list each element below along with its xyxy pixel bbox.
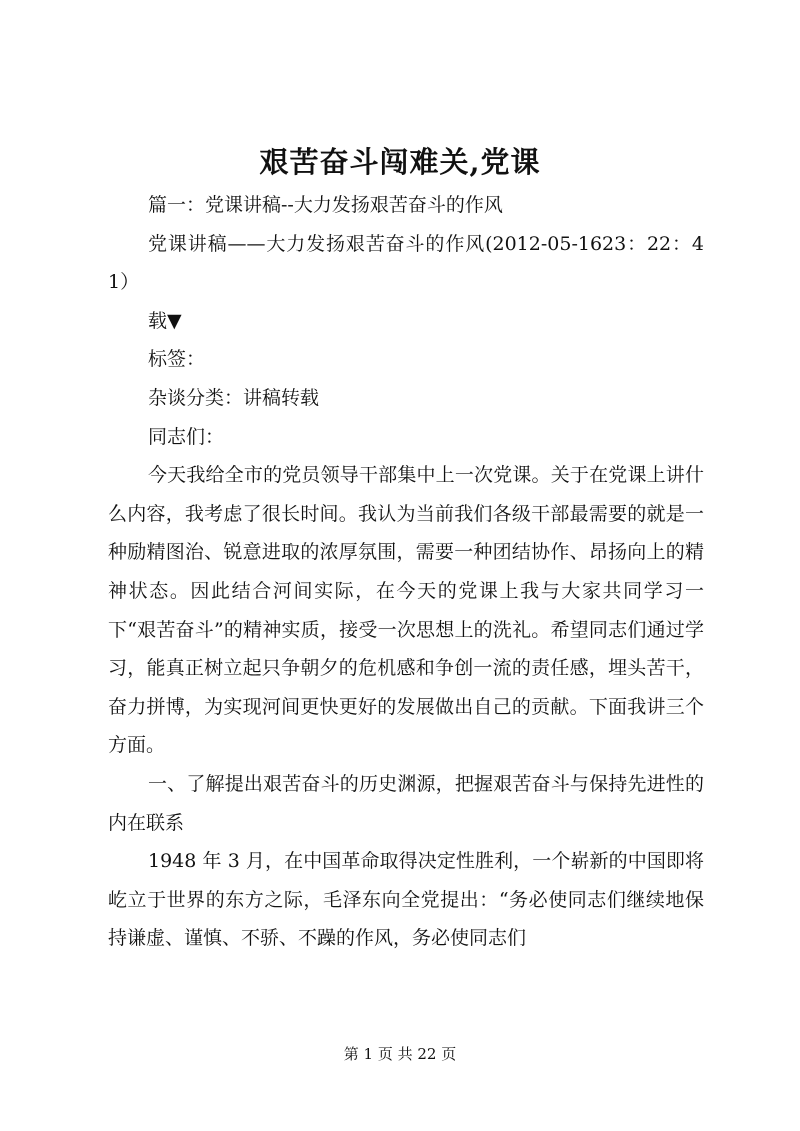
paragraph-tags: 标签： [148, 348, 206, 371]
page-footer: 第 1 页 共 22 页 [343, 1045, 457, 1063]
paragraph-heading-1: 篇一：党课讲稿--大力发扬艰苦奋斗的作风 [148, 194, 503, 216]
paragraph-section-1: 一、了解提出艰苦奋斗的历史渊源，把握艰苦奋斗与保持先进性的内在联系 [108, 772, 704, 834]
paragraph-history: 1948 年 3 月，在中国革命取得决定性胜利，一个崭新的中国即将屹立于世界的东方之际，毛泽东向全党提出：“务必使同志们继续地保持谦虚、谨慎、不骄、不躁的作风，务必使同志们 [108, 850, 704, 950]
paragraph-salutation: 同志们： [148, 425, 225, 448]
paragraph-category: 杂谈分类：讲稿转载 [148, 386, 320, 409]
document-title: 艰苦奋斗闯难关,党课 [259, 145, 541, 179]
paragraph-intro: 今天我给全市的党员领导干部集中上一次党课。关于在党课上讲什么内容，我考虑了很长时间。我认为当前我们各级干部最需要的就是一种励精图治、锐意进取的浓厚氛围，需要一种团结协作、昂扬向上的精神状态。因此结合河间实际，在今天的党课上我与大家共同学习一下“艰苦奋斗”的精神实质，接受一次思想上的洗礼。希望同志们通过学习，能真正树立起只争朝夕的危机感和争创一流的责任感，埋头苦干，奋力拼博，为实现河间更快更好的发展做出自己的贡献。下面我讲三个方面。 [108, 464, 704, 757]
document-body [108, 186, 704, 958]
paragraph-reprint: 载▼ [148, 309, 182, 332]
paragraph-subtitle: 党课讲稿——大力发扬艰苦奋斗的作风(2012-05-1623：22：41） [108, 232, 704, 294]
